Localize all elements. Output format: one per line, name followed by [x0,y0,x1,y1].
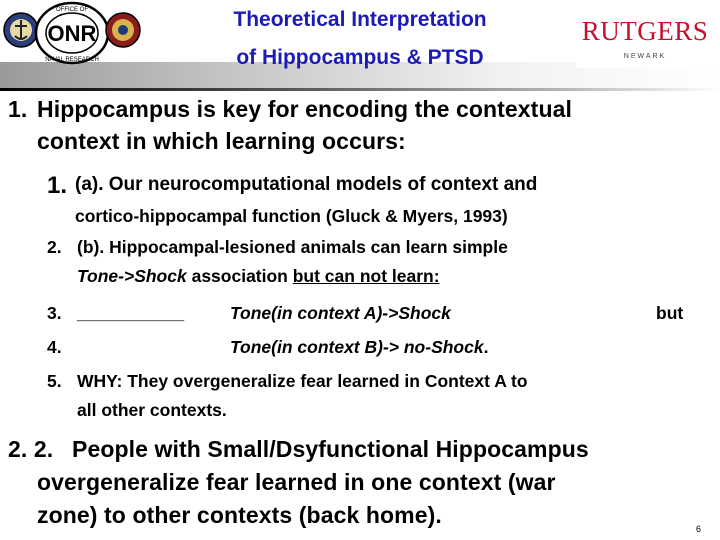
sub-3-blank: ___________ [77,303,185,323]
onr-logo-text: ONR [47,21,97,46]
sub-1-marker: 1. [47,172,68,199]
sub-4-marker: 4. [47,337,62,357]
sub-3-marker: 3. [47,303,62,323]
sub-5-line2: all other contexts. [77,400,227,420]
sub-2-italic: Tone->Shock [77,266,187,286]
rutgers-campus-text: NEWARK [623,53,667,60]
point-2-marker: 2. 2. [8,436,54,462]
sub-4-line [230,337,488,358]
sub-2-line2 [77,266,440,287]
point-2-line1: People with Small/Dsyfunctional Hippocampus [72,436,589,462]
point-2-line2: overgeneralize fear learned in one context (war [37,469,556,495]
slide-number: 6 [696,524,702,534]
onr-logo [2,0,142,66]
rutgers-logo [576,6,714,68]
svg-text:OFFICE OF: OFFICE OF [56,7,88,13]
point-1-line2: context in which learning occurs: [37,128,406,154]
sub-2-line1: (b). Hippocampal-lesioned animals can learn simple [77,237,508,257]
sub-2-underlined: but can not learn: [292,266,440,286]
slide-title-line1: Theoretical Interpretation [233,8,487,31]
sub-3-italic: Tone(in context A)->Shock [230,303,451,323]
sub-2-text: association [186,266,293,286]
sub-2-marker: 2. [47,237,62,257]
rutgers-logo-text: RUTGERS [581,16,709,46]
slide-title-line2: of Hippocampus & PTSD [236,46,484,69]
point-2-line3: zone) to other contexts (back home). [37,502,442,528]
sub-3-end: but [656,303,684,323]
sub-5-line1: WHY: They overgeneralize fear learned in Context A to [77,371,528,391]
sub-1-line2: cortico-hippocampal function (Gluck & Myers, 1993) [75,206,508,226]
point-1-line1: Hippocampus is key for encoding the contextual [37,96,572,122]
sub-1-line1: (a). Our neurocomputational models of context and [75,174,538,195]
header-divider [0,88,720,91]
sub-4-italic: Tone(in context B)-> no-Shock [230,337,484,357]
svg-text:NAVAL RESEARCH: NAVAL RESEARCH [45,57,99,63]
sub-5-marker: 5. [47,371,62,391]
point-1-marker: 1. [8,96,28,122]
sub-4-end: . [483,337,489,357]
